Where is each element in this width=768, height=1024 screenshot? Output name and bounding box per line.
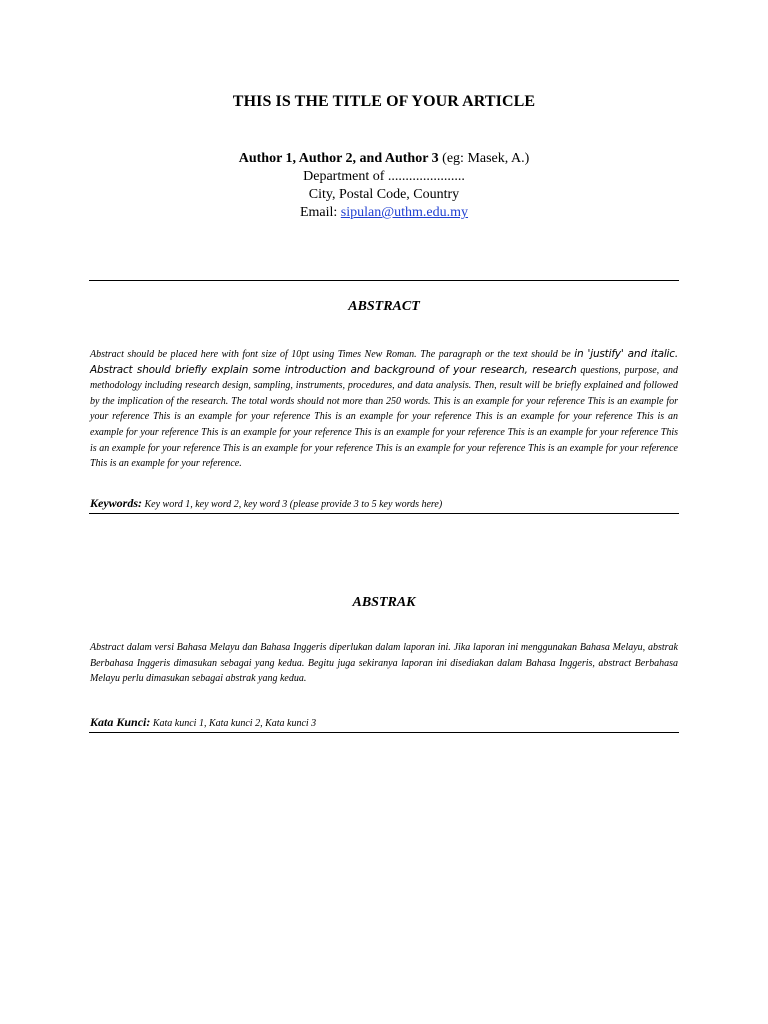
abstract-line-2: in 'justify' and italic. Abstract should briefly explain some introduction and background of your research, research: [90, 348, 678, 376]
article-title: THIS IS THE TITLE OF YOUR ARTICLE: [232, 93, 536, 110]
email-line: [0, 204, 768, 222]
author-example-note: (eg: Masek, A.): [438, 151, 530, 166]
abstrak-keywords: [90, 715, 678, 730]
abstract-heading: ABSTRACT: [348, 299, 420, 314]
kata-kunci-value: Kata kunci 1, Kata kunci 2, Kata kunci 3: [150, 718, 317, 729]
abstrak-bottom-divider: [89, 732, 679, 733]
abstract-bottom-divider: [89, 513, 679, 514]
author-line: [0, 150, 768, 168]
abstrak-heading: ABSTRAK: [352, 595, 416, 610]
author-block: [0, 150, 768, 222]
email-link[interactable]: sipulan@uthm.edu.my: [340, 205, 469, 220]
top-divider: [89, 280, 679, 281]
kata-kunci-label: Kata Kunci:: [90, 715, 151, 729]
department-line: Department of ......................: [303, 169, 465, 184]
keywords-label: Keywords:: [90, 496, 142, 510]
keywords-value: Key word 1, key word 2, key word 3 (please provide 3 to 5 key words here): [142, 499, 443, 510]
location-line: City, Postal Code, Country: [308, 187, 460, 202]
abstract-keywords: [90, 496, 678, 511]
author-names: Author 1, Author 2, and Author 3: [238, 151, 439, 166]
abstract-paragraph: [90, 347, 678, 472]
email-label: Email:: [299, 205, 341, 220]
abstract-line-1: Abstract should be placed here with font size of 10pt using Times New Roman. The paragraph or the text should be: [90, 349, 571, 360]
abstrak-paragraph: Abstract dalam versi Bahasa Melayu dan Bahasa Inggeris diperlukan dalam laporan ini. Jika laporan ini menggunakan Bahasa Melayu, abstrak Berbahasa Inggeris dimasukan sebagai yang kedua. Begitu juga sekiranya laporan ini disediakan dalam Bahasa Inggeris, abstract Berbahasa Melayu perlu dimasukan sebagai abstrak yang kedua.: [90, 642, 678, 685]
abstract-rest: questions, purpose, and methodology including research design, sampling, instruments, procedures, and data analysis. Then, result will be briefly explained and followed by the implication of the research. The total words should not more than 250 words. This is an example for your reference This is an example for your reference This is an example for your reference This is an example for your reference This is an example for your reference This is an example for your reference This is an example for your reference This is an example for your reference This is an example for your reference This is an example for your reference This is an example for your reference This is an example for your reference This is an example for your reference This is an example for your reference.: [90, 364, 679, 470]
